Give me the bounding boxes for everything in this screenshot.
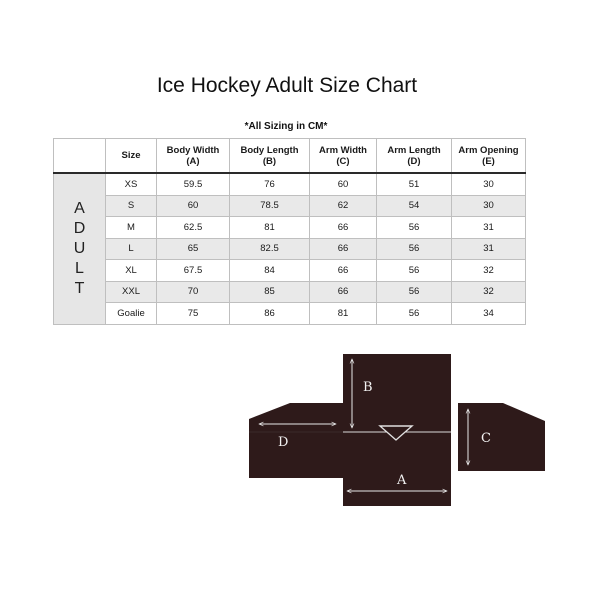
size-cell: L — [106, 238, 157, 260]
arm-opening-cell: 31 — [452, 238, 526, 260]
sizing-note: *All Sizing in CM* — [244, 121, 328, 132]
column-header: Arm Opening (E) — [452, 139, 526, 174]
jersey-right-sleeve — [458, 403, 545, 471]
body-length-cell: 81 — [230, 217, 310, 239]
size-cell: Goalie — [106, 303, 157, 325]
body-width-cell: 75 — [157, 303, 230, 325]
measure-label-d: D — [278, 435, 289, 450]
arm-length-cell: 51 — [377, 173, 452, 195]
arm-length-cell: 56 — [377, 260, 452, 282]
arm-width-cell: 81 — [310, 303, 377, 325]
arm-width-cell: 66 — [310, 281, 377, 303]
size-cell: XXL — [106, 281, 157, 303]
adult-group-label: A D U L T — [54, 173, 106, 324]
jersey-left-sleeve — [249, 403, 343, 478]
column-header: Arm Width (C) — [310, 139, 377, 174]
body-width-cell: 62.5 — [157, 217, 230, 239]
arm-width-cell: 66 — [310, 260, 377, 282]
arm-opening-cell: 32 — [452, 281, 526, 303]
arm-length-cell: 56 — [377, 303, 452, 325]
arm-opening-cell: 34 — [452, 303, 526, 325]
arm-opening-cell: 31 — [452, 217, 526, 239]
column-header: Arm Length (D) — [377, 139, 452, 174]
measure-label-c: C — [481, 431, 491, 446]
measure-label-b: B — [363, 380, 373, 395]
column-header: Size — [106, 139, 157, 174]
body-width-cell: 60 — [157, 195, 230, 217]
body-length-cell: 86 — [230, 303, 310, 325]
measure-label-a: A — [397, 473, 407, 488]
arm-opening-cell: 32 — [452, 260, 526, 282]
arm-length-cell: 56 — [377, 281, 452, 303]
page-title: Ice Hockey Adult Size Chart — [156, 74, 418, 97]
size-cell: XL — [106, 260, 157, 282]
arm-length-cell: 56 — [377, 238, 452, 260]
body-width-cell: 70 — [157, 281, 230, 303]
size-cell: M — [106, 217, 157, 239]
body-length-cell: 82.5 — [230, 238, 310, 260]
body-width-cell: 67.5 — [157, 260, 230, 282]
arm-width-cell: 62 — [310, 195, 377, 217]
column-header: Body Length (B) — [230, 139, 310, 174]
column-header: Body Width (A) — [157, 139, 230, 174]
size-cell: XS — [106, 173, 157, 195]
body-width-cell: 59.5 — [157, 173, 230, 195]
body-length-cell: 84 — [230, 260, 310, 282]
arm-opening-cell: 30 — [452, 173, 526, 195]
arm-width-cell: 66 — [310, 217, 377, 239]
body-length-cell: 78.5 — [230, 195, 310, 217]
arm-width-cell: 60 — [310, 173, 377, 195]
body-width-cell: 65 — [157, 238, 230, 260]
arm-length-cell: 54 — [377, 195, 452, 217]
size-cell: S — [106, 195, 157, 217]
arm-width-cell: 66 — [310, 238, 377, 260]
arm-length-cell: 56 — [377, 217, 452, 239]
arm-opening-cell: 30 — [452, 195, 526, 217]
body-length-cell: 85 — [230, 281, 310, 303]
body-length-cell: 76 — [230, 173, 310, 195]
